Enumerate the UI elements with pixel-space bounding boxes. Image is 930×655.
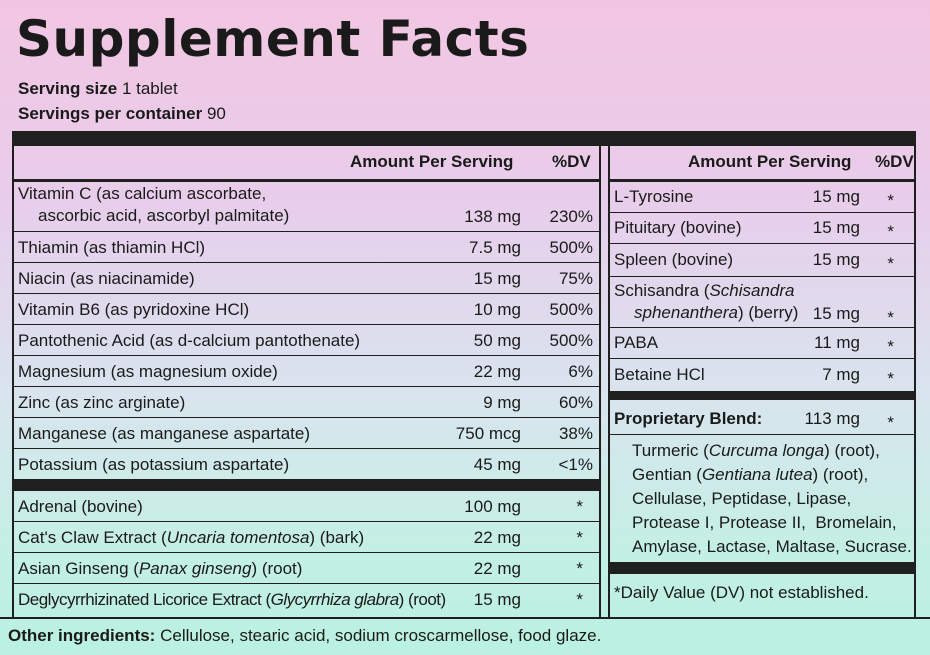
right-facts-table xyxy=(608,146,916,618)
row-dv: * xyxy=(887,254,894,273)
row-name-part: ) (berry) xyxy=(737,303,799,322)
row-amount: 750 mcg xyxy=(455,424,521,443)
row-name-latin: Panax ginseng xyxy=(138,559,252,578)
row-dv: 230% xyxy=(549,207,593,226)
bottom-divider xyxy=(0,617,930,619)
row-name-text: Adrenal (bovine) xyxy=(18,497,143,516)
table-row xyxy=(14,584,599,614)
row-name xyxy=(18,496,143,518)
blend-line: Amylase, Lactase, Maltase, Sucrase. xyxy=(632,537,912,556)
other-ingredients xyxy=(8,626,601,646)
table-row xyxy=(14,491,599,522)
row-name-text: Cat's Claw Extract ( xyxy=(18,528,167,547)
row-name-latin: Schisandra xyxy=(709,281,795,300)
row-dv: 60% xyxy=(558,393,593,412)
row-name-line2: ascorbic acid, ascorbyl palmitate) xyxy=(38,206,290,225)
row-dv: * xyxy=(887,308,894,327)
row-name: Potassium (as potassium aspartate) xyxy=(18,455,290,474)
row-amount: 100 mg xyxy=(464,497,521,516)
row-name-line1: Vitamin C (as calcium ascorbate, xyxy=(18,184,267,203)
table-row xyxy=(610,328,914,359)
table-row xyxy=(14,232,599,263)
table-row xyxy=(610,182,914,213)
row-amount: 22 mg xyxy=(473,528,521,547)
row-name: Betaine HCl xyxy=(614,365,705,384)
row-name: Manganese (as manganese aspartate) xyxy=(18,424,311,443)
row-name: Niacin (as niacinamide) xyxy=(18,269,195,288)
row-amount: 7.5 mg xyxy=(469,238,521,257)
row-dv: * xyxy=(887,369,894,388)
row-name-text: Asian Ginseng ( xyxy=(18,559,139,578)
footnote: *Daily Value (DV) not established. xyxy=(614,583,869,602)
blend-label: Proprietary Blend: xyxy=(614,409,763,428)
row-dv: * xyxy=(576,559,583,578)
table-row xyxy=(14,553,599,584)
row-amount: 22 mg xyxy=(473,362,521,381)
section-divider xyxy=(610,562,914,574)
left-facts-table xyxy=(12,146,601,618)
row-dv: * xyxy=(887,222,894,241)
row-amount: 10 mg xyxy=(473,300,521,319)
proprietary-blend-row xyxy=(610,402,914,435)
row-dv: 500% xyxy=(549,331,593,350)
row-amount: 50 mg xyxy=(473,331,521,350)
table-row xyxy=(14,294,599,325)
table-row xyxy=(610,359,914,391)
row-amount: 11 mg xyxy=(814,333,860,352)
table-row xyxy=(14,387,599,418)
table-row xyxy=(14,182,599,232)
left-table-header xyxy=(14,146,599,182)
row-name-text: Deglycyrrhizinated Licorice Extract ( xyxy=(18,590,271,609)
row-amount: 15 mg xyxy=(473,269,521,288)
row-dv: 6% xyxy=(568,362,593,381)
blend-amount: 113 mg xyxy=(804,409,860,428)
row-name-text: Schisandra ( xyxy=(614,281,710,300)
table-row xyxy=(14,522,599,553)
row-name-part: ) (bark) xyxy=(309,528,365,547)
page-title: Supplement Facts xyxy=(16,10,530,68)
blend-line xyxy=(632,463,914,487)
row-name-part: ) (root) xyxy=(251,559,303,578)
row-amount: 138 mg xyxy=(464,207,521,226)
row-name-part: ) (root) xyxy=(398,590,446,609)
table-row xyxy=(14,418,599,449)
row-dv: * xyxy=(576,528,583,547)
serving-size-label: Serving size xyxy=(18,79,118,98)
header-dv: %DV xyxy=(552,152,591,171)
right-table-header xyxy=(610,146,914,182)
header-amount: Amount Per Serving xyxy=(350,152,514,171)
other-ingredients-label: Other ingredients: xyxy=(8,626,156,645)
row-dv: 75% xyxy=(558,269,593,288)
blend-latin: Gentiana lutea xyxy=(701,465,813,484)
table-row xyxy=(610,277,914,328)
row-name-latin: sphenanthera xyxy=(634,303,738,322)
row-amount: 45 mg xyxy=(473,455,521,474)
section-divider xyxy=(14,479,599,491)
blend-text: Turmeric ( xyxy=(632,441,709,460)
serving-size xyxy=(18,79,178,99)
row-dv: * xyxy=(576,590,583,609)
blend-dv: * xyxy=(887,413,894,432)
row-dv: * xyxy=(887,337,894,356)
table-row xyxy=(14,325,599,356)
row-name: L-Tyrosine xyxy=(614,187,694,206)
row-dv: <1% xyxy=(558,455,593,474)
row-name: Spleen (bovine) xyxy=(614,250,734,269)
row-amount: 7 mg xyxy=(822,365,860,384)
header-amount: Amount Per Serving xyxy=(688,152,852,171)
row-name-latin: Uncaria tomentosa xyxy=(166,528,310,547)
row-amount: 15 mg xyxy=(812,250,860,269)
row-name-latin: Glycyrrhiza glabra xyxy=(270,590,399,609)
row-dv: 500% xyxy=(549,238,593,257)
row-amount: 15 mg xyxy=(812,304,860,323)
table-row xyxy=(14,263,599,294)
header-dv: %DV xyxy=(875,152,914,171)
row-name: Magnesium (as magnesium oxide) xyxy=(18,362,278,381)
table-row xyxy=(610,213,914,244)
servings-per-container-value: 90 xyxy=(206,104,226,123)
top-divider-bar xyxy=(12,131,916,146)
row-amount: 9 mg xyxy=(483,393,521,412)
row-name: Vitamin B6 (as pyridoxine HCl) xyxy=(18,300,250,319)
blend-text: ) (root), xyxy=(824,441,880,460)
row-amount: 15 mg xyxy=(812,187,860,206)
row-dv: * xyxy=(887,191,894,210)
servings-per-container xyxy=(18,104,226,124)
row-name: Zinc (as zinc arginate) xyxy=(18,393,186,412)
row-name: Pantothenic Acid (as d-calcium pantothenate) xyxy=(18,331,361,350)
row-amount: 15 mg xyxy=(812,218,860,237)
table-row xyxy=(14,356,599,387)
blend-line xyxy=(632,439,914,463)
blend-latin: Curcuma longa xyxy=(708,441,825,460)
row-name xyxy=(18,527,364,549)
row-name: Pituitary (bovine) xyxy=(614,218,742,237)
blend-text: ) (root), xyxy=(812,465,869,484)
row-name-line2 xyxy=(614,302,798,324)
blend-ingredients xyxy=(632,439,914,559)
row-dv: 38% xyxy=(558,424,593,443)
row-name: Thiamin (as thiamin HCl) xyxy=(18,238,206,257)
row-name xyxy=(18,183,289,227)
blend-text: Gentian ( xyxy=(632,465,702,484)
table-row xyxy=(610,244,914,277)
row-name xyxy=(18,589,446,611)
other-ingredients-value: Cellulose, stearic acid, sodium croscarmellose, food glaze. xyxy=(155,626,602,645)
row-dv: * xyxy=(576,497,583,516)
table-row xyxy=(14,449,599,479)
servings-per-container-label: Servings per container xyxy=(18,104,203,123)
section-divider xyxy=(610,391,914,400)
row-name xyxy=(614,280,798,324)
row-name xyxy=(18,558,302,580)
serving-size-value: 1 tablet xyxy=(121,79,178,98)
row-name: PABA xyxy=(614,333,659,352)
row-amount: 15 mg xyxy=(473,590,521,609)
blend-line: Cellulase, Peptidase, Lipase, xyxy=(632,489,852,508)
row-amount: 22 mg xyxy=(473,559,521,578)
blend-line: Protease I, Protease II, Bromelain, xyxy=(632,513,897,532)
row-dv: 500% xyxy=(549,300,593,319)
